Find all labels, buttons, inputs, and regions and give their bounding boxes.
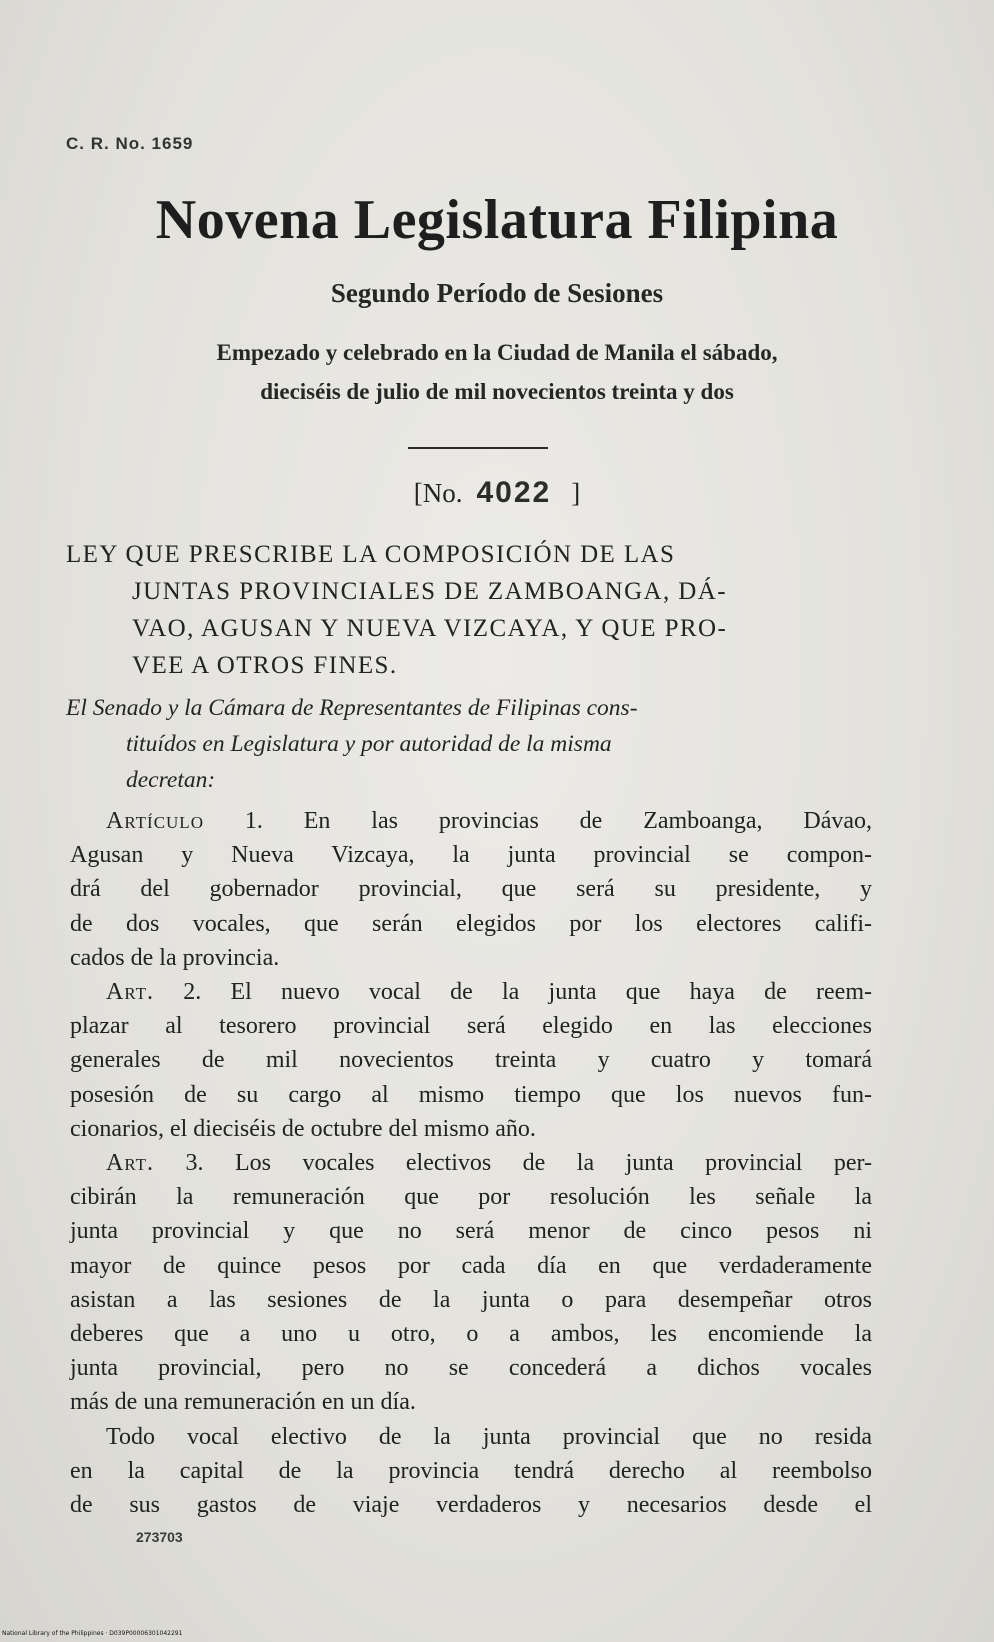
paragraph-4-line: en la capital de la provincia tendrá derecho al reembolso: [70, 1457, 872, 1484]
act-number-prefix: [No.: [413, 478, 463, 508]
article-3-line: junta provincial y que no será menor de cinco pesos ni: [70, 1218, 872, 1245]
session-subtitle: Segundo Período de Sesiones: [330, 278, 664, 308]
convening-line-1: Empezado y celebrado en la Ciudad de Manila el sábado,: [216, 340, 778, 365]
paragraph-4-line: Todo vocal electivo de la junta provincial que no resida: [106, 1423, 872, 1450]
article-3-line: junta provincial, pero no se concederá a dichos vocales: [70, 1355, 872, 1382]
article-3-line: asistan a las sesiones de la junta o para desempeñar otros: [70, 1286, 872, 1313]
article-3-line: más de una remuneración en un día.: [70, 1389, 416, 1416]
enacting-clause-line: decretan:: [126, 767, 216, 793]
enacting-clause-line: tituídos en Legislatura y por autoridad de la misma: [126, 731, 612, 757]
print-number: 273703: [136, 1529, 183, 1545]
article-3-line: mayor de quince pesos por cada día en que verdaderamente: [70, 1252, 872, 1279]
article-3-line: deberes que a uno u otro, o a ambos, les encomiende la: [70, 1321, 872, 1348]
law-title: [66, 536, 872, 684]
article-3-line: cibirán la remuneración que por resolución les señale la: [70, 1184, 872, 1211]
article-1-line: de dos vocales, que serán elegidos por los electores califi-: [70, 910, 872, 937]
act-number-stamp: 4022: [476, 476, 552, 509]
article-2-line: generales de mil novecientos treinta y cuatro y tomará: [70, 1047, 872, 1074]
act-number-suffix: ]: [571, 478, 581, 508]
article-1-line: cados de la provincia.: [70, 944, 280, 971]
article-label: Art.: [106, 1150, 155, 1177]
enacting-clause: [66, 690, 872, 798]
enacting-clause-line: El Senado y la Cámara de Representantes de Filipinas cons-: [66, 695, 638, 721]
scan-credit: National Library of the Philippines · D039P00006301042291: [2, 1630, 183, 1637]
law-title-line: VEE A OTROS FINES.: [132, 652, 398, 679]
cr-number: C. R. No. 1659: [66, 134, 194, 153]
paragraph-4-line: de sus gastos de viaje verdaderos y necesarios desde el: [70, 1492, 872, 1519]
article-2-line: cionarios, el dieciséis de octubre del mismo año.: [70, 1115, 536, 1142]
divider-rule: [408, 447, 548, 449]
law-title-line: VAO, AGUSAN Y NUEVA VIZCAYA, Y QUE PRO-: [132, 615, 728, 642]
article-1-line: drá del gobernador provincial, que será su presidente, y: [70, 876, 872, 903]
convening-line-2: dieciséis de julio de mil novecientos treinta y dos: [260, 379, 734, 404]
act-number: [0, 476, 994, 510]
legislature-title: Novena Legislatura Filipina: [155, 189, 839, 251]
article-2-line: posesión de su cargo al mismo tiempo que los nuevos fun-: [70, 1081, 872, 1108]
law-body: [70, 804, 872, 1522]
article-2-line: Art. 2. El nuevo vocal de la junta que haya de reem-: [106, 979, 872, 1006]
law-title-line: JUNTAS PROVINCIALES DE ZAMBOANGA, DÁ-: [132, 578, 727, 605]
article-2-line: plazar al tesorero provincial será elegido en las elecciones: [70, 1013, 872, 1040]
article-label: Artículo: [106, 808, 204, 834]
article-1-line: Agusan y Nueva Vizcaya, la junta provincial se compon-: [70, 842, 872, 869]
article-3-line: Art. 3. Los vocales electivos de la junta provincial per-: [106, 1150, 872, 1177]
law-title-line: LEY QUE PRESCRIBE LA COMPOSICIÓN DE LAS: [66, 541, 676, 568]
article-1-line: Artículo 1. En las provincias de Zamboanga, Dávao,: [106, 808, 872, 834]
article-label: Art.: [106, 979, 155, 1006]
